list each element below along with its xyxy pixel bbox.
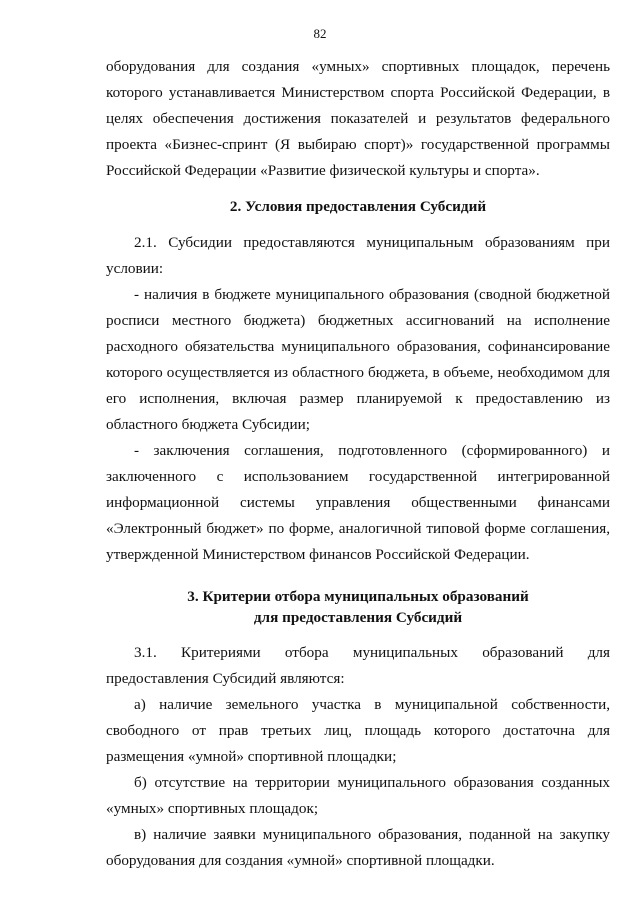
- section-3-heading-line-1: 3. Критерии отбора муниципальных образований: [187, 588, 529, 605]
- section-2-paragraph-1: 2.1. Субсидии предоставляются муниципальным образованиям при условии:: [106, 234, 610, 277]
- section-3-paragraph-4: в) наличие заявки муниципального образования, поданной на закупку оборудования для создания «умной» спортивной площадки.: [106, 826, 610, 869]
- page-number: 82: [313, 26, 327, 41]
- document-body: [106, 54, 610, 874]
- section-3-heading: [106, 586, 610, 628]
- section-2-paragraph-2: - наличия в бюджете муниципального образования (сводной бюджетной росписи местного бюджета) бюджетных ассигнований на исполнение расходного обязательства муниципального образования, софинансирование которого осуществляется из областного бюджета, в объеме, необходимом для его исполнения, включая размер планируемой к предоставлению из областного бюджета Субсидии;: [106, 286, 610, 433]
- intro-paragraph: оборудования для создания «умных» спортивных площадок, перечень которого устанавливается Министерством спорта Российской Федерации, в целях обеспечения достижения показателей и результатов федерального проекта «Бизнес-спринт (Я выбираю спорт)» государственной программы Российской Федерации «Развитие физической культуры и спорта».: [106, 58, 610, 179]
- section-3-heading-line-2: для предоставления Субсидий: [253, 609, 463, 626]
- section-3-paragraph-2: а) наличие земельного участка в муниципальной собственности, свободного от прав третьих лиц, площадь которого достаточна для размещения «умной» спортивной площадки;: [106, 696, 610, 765]
- section-3-paragraph-3: б) отсутствие на территории муниципального образования созданных «умных» спортивных площадок;: [106, 774, 610, 817]
- section-2-heading: 2. Условия предоставления Субсидий: [229, 198, 487, 215]
- section-3-paragraph-1: 3.1. Критериями отбора муниципальных образований для предоставления Субсидий являются:: [106, 644, 610, 687]
- section-2-paragraph-3: - заключения соглашения, подготовленного (сформированного) и заключенного с использованием государственной интегрированной информационной системы управления общественными финансами «Электронный бюджет» по форме, аналогичной типовой форме соглашения, утвержденной Министерством финансов Российской Федерации.: [106, 442, 610, 563]
